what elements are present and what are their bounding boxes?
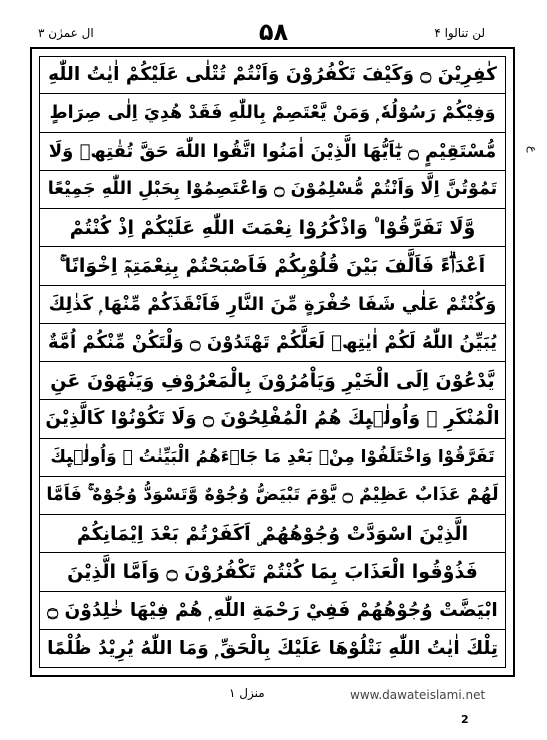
text-line-content: يُبَيِّنُ اللّٰهُ لَكُمْ اٰيٰتِھٖ لَعَلَّكُمْ تَھْتَدُوْنَ ۝ وَلْتَكُنْ مِّنْكُمْ اُمَّةٌ: [47, 331, 498, 353]
text-line-content: وَكُنْتُمْ عَلٰي شَفَا حُفْرَةٍ مِّنَ النَّارِ فَاَنْقَذَكُمْ مِّنْھَا ۭ كَذٰلِكَ: [48, 293, 497, 315]
text-line-content: لَھُمْ عَذَابٌ عَظِيْمٌ ۝ يَّوْمَ تَبْيَضُّ وُجُوْهٌ وَّتَسْوَدُّ وُجُوْهٌ ۚ فَاَمَّا: [46, 485, 499, 506]
text-line: [39, 324, 506, 362]
text-line: [39, 400, 506, 438]
text-line: [39, 630, 506, 668]
ruku-margin-mark: ع: [526, 146, 539, 153]
text-line: [39, 94, 506, 132]
text-line: [39, 362, 506, 400]
text-body: [39, 56, 506, 668]
text-line: [39, 209, 506, 247]
page-number: ۵۸: [258, 18, 289, 46]
text-line-content: وَفِيْكُمْ رَسُوْلُهٗ ۭ وَمَنْ يَّعْتَصِمْ بِاللّٰهِ فَقَدْ ھُدِيَ اِلٰى صِرَاطٍ: [49, 102, 496, 123]
footer-page-number: 2: [461, 713, 469, 726]
header-juz-label: لن تنالوا ۴: [434, 26, 485, 40]
text-line-content: ابْيَضَّتْ وُجُوْھُھُمْ فَفِيْ رَحْمَةِ اللّٰهِ ۭ ھُمْ فِيْھَا خٰلِدُوْنَ ۝: [47, 599, 498, 621]
text-line-content: الَّذِيْنَ اسْوَدَّتْ وُجُوْھُھُمْ ۣ اَكَفَرْتُمْ بَعْدَ اِيْمَانِكُمْ: [76, 522, 469, 545]
text-line-content: وَّلَا تَفَرَّقُوْا ۠ وَاذْكُرُوْا نِعْمَتَ اللّٰهِ عَلَيْكُمْ اِذْ كُنْتُمْ: [69, 216, 476, 239]
text-line: [39, 477, 506, 515]
text-line-content: الْمُنْكَرِ ۭ وَاُولٰۗىِٕكَ ھُمُ الْمُفْلِحُوْنَ ۝ وَلَا تَكُوْنُوْا كَالَّذِيْنَ: [45, 408, 500, 430]
text-line: [39, 592, 506, 630]
text-line-content: تِلْكَ اٰيٰتُ اللّٰهِ نَتْلُوْھَا عَلَيْكَ بِالْحَقِّ ۭ وَمَا اللّٰهُ يُرِيْدُ ظُلْمًا: [47, 638, 498, 660]
text-line-content: مُّسْتَقِيْمٍ ۝ يٰٓاَيُّھَا الَّذِيْنَ اٰمَنُوا اتَّقُوا اللّٰهَ حَقَّ تُقٰتِھٖ وَلَا: [48, 140, 497, 162]
text-line-content: اَعْدَاۗءً فَاَلَّفَ بَيْنَ قُلُوْبِكُمْ فَاَصْبَحْتُمْ بِنِعْمَتِھٖٓ اِخْوَانًا ۚ: [59, 254, 486, 277]
text-line: [39, 171, 506, 209]
text-line: [39, 133, 506, 171]
text-line: [39, 247, 506, 285]
text-line: [39, 56, 506, 94]
text-line-content: يَّدْعُوْنَ اِلَى الْخَيْرِ وَيَاْمُرُوْنَ بِالْمَعْرُوْفِ وَيَنْهَوْنَ عَنِ: [50, 369, 495, 392]
text-line-content: تَمُوْتُنَّ اِلَّا وَاَنْتُمْ مُّسْلِمُوْنَ ۝ وَاعْتَصِمُوْا بِحَبْلِ اللّٰهِ جَمِيْعًا: [47, 179, 498, 200]
footer-website: www.dawateislami.net: [350, 688, 486, 702]
text-line: [39, 439, 506, 477]
header-surah-label: ال عمرٰن ۳: [38, 26, 94, 40]
text-line: [39, 515, 506, 553]
text-line: [39, 553, 506, 591]
text-line-content: فَذُوْقُوا الْعَذَابَ بِمَا كُنْتُمْ تَكْفُرُوْنَ ۝ وَاَمَّا الَّذِيْنَ: [67, 560, 478, 583]
text-line-content: كٰفِرِيْنَ ۝ وَكَيْفَ تَكْفُرُوْنَ وَاَنْتُمْ تُتْلٰى عَلَيْكُمْ اٰيٰتُ اللّٰهِ: [48, 64, 497, 86]
text-line: [39, 286, 506, 324]
footer-manzil: منزل ۱: [229, 686, 265, 700]
text-line-content: تَفَرَّقُوْا وَاخْتَلَفُوْا مِنْۢ بَعْدِ مَا جَاۗءَھُمُ الْبَيِّنٰتُ ۭ وَاُولٰۗىِٕكَ: [50, 447, 495, 468]
